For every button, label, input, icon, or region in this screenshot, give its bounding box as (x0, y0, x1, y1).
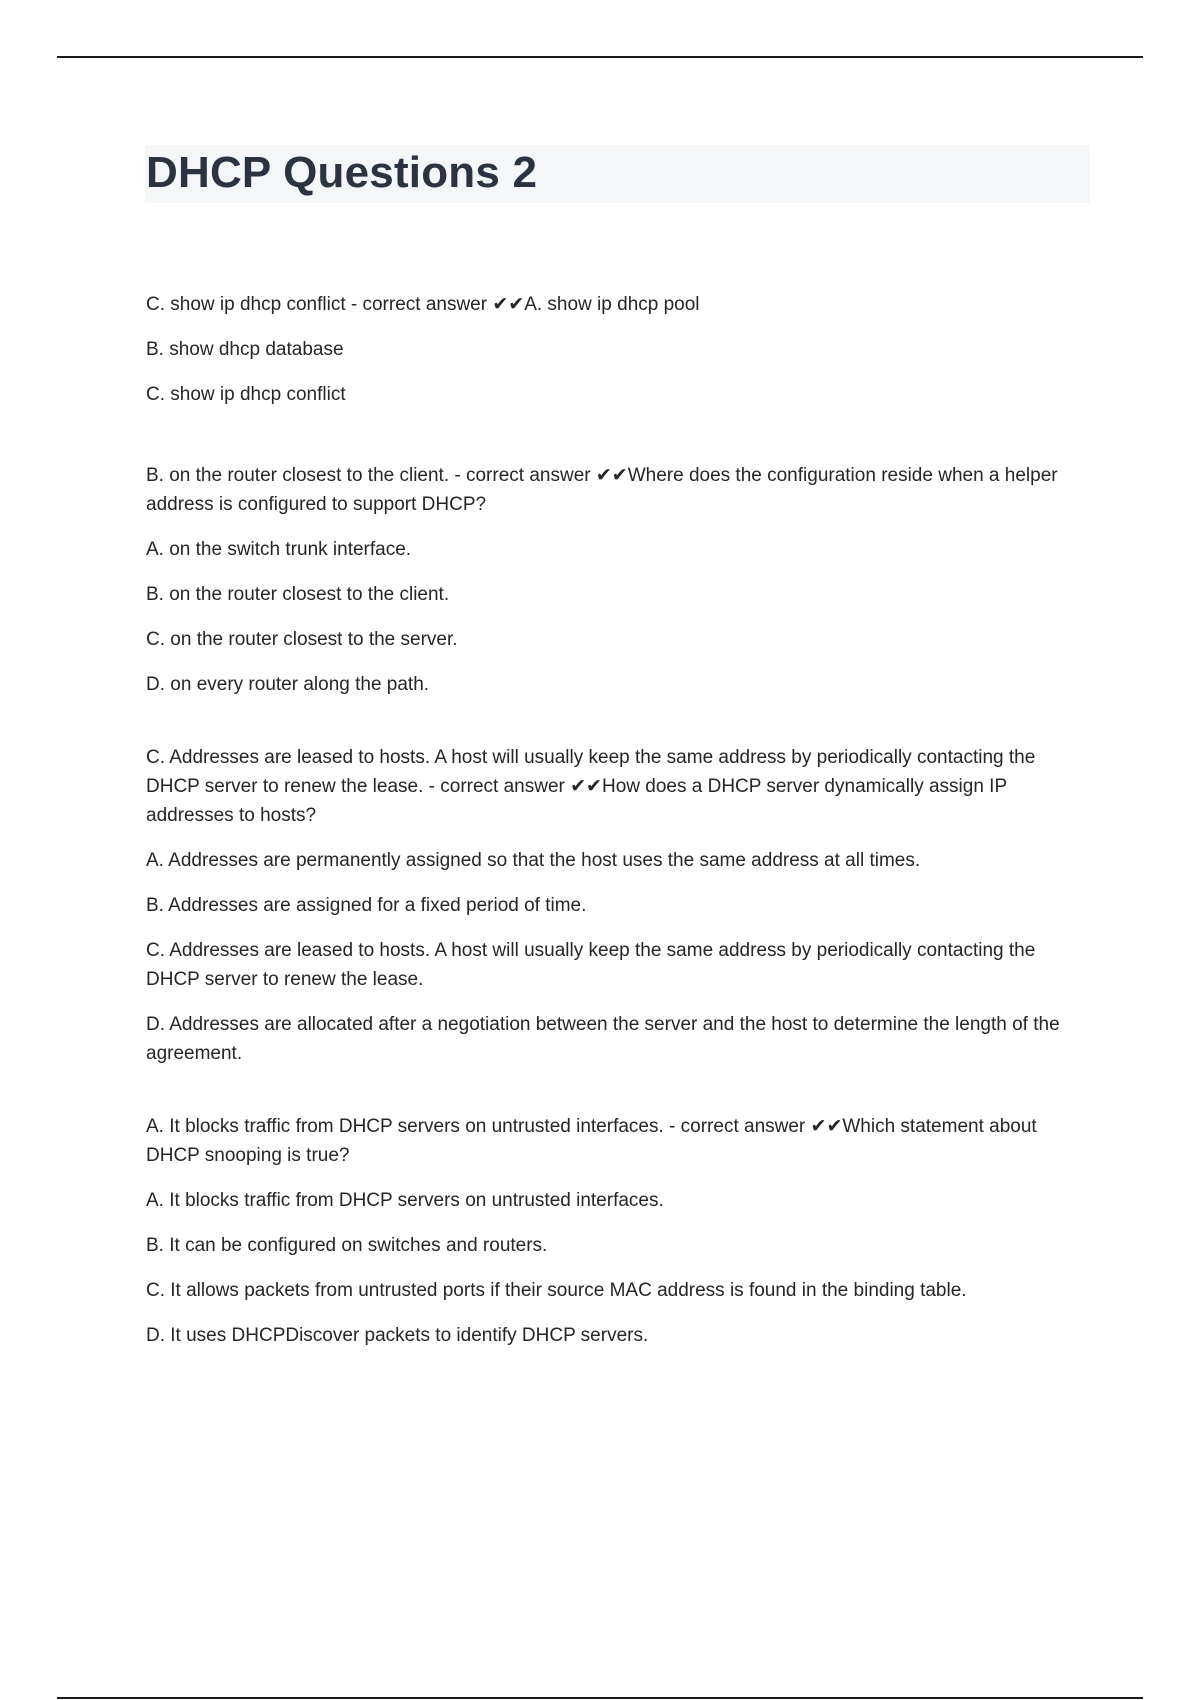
question-block-4 (146, 1112, 1091, 1350)
answer-option: C. show ip dhcp conflict (146, 384, 346, 405)
answer-option: A. It blocks traffic from DHCP servers on untrusted interfaces. (146, 1190, 664, 1211)
question-block-1 (146, 290, 1091, 409)
question-prompt: C. show ip dhcp conflict - correct answer ✔✔A. show ip dhcp pool (146, 294, 700, 315)
answer-option: B. Addresses are assigned for a fixed period of time. (146, 895, 587, 916)
answer-option: C. Addresses are leased to hosts. A host will usually keep the same address by periodically contacting the DHCP server to renew the lease. (146, 940, 1036, 990)
question-prompt: B. on the router closest to the client. - correct answer ✔✔Where does the configuration reside when a helper address is configured to support DHCP? (146, 465, 1058, 515)
question-block-2 (146, 461, 1091, 699)
page-title: DHCP Questions 2 (146, 148, 538, 197)
question-block-3 (146, 743, 1091, 1068)
top-divider (57, 56, 1143, 58)
answer-option: B. It can be configured on switches and routers. (146, 1235, 548, 1256)
answer-option: D. Addresses are allocated after a negotiation between the server and the host to determine the length of the agreement. (146, 1014, 1060, 1064)
answer-option: A. Addresses are permanently assigned so that the host uses the same address at all times. (146, 850, 921, 871)
answer-option: D. It uses DHCPDiscover packets to identify DHCP servers. (146, 1325, 649, 1346)
bottom-divider (57, 1697, 1143, 1699)
question-prompt: A. It blocks traffic from DHCP servers on untrusted interfaces. - correct answer ✔✔Which statement about DHCP snooping is true? (146, 1116, 1037, 1166)
answer-option: C. on the router closest to the server. (146, 629, 458, 650)
answer-option: C. It allows packets from untrusted ports if their source MAC address is found in the binding table. (146, 1280, 967, 1301)
question-list (146, 290, 1091, 1394)
question-prompt: C. Addresses are leased to hosts. A host will usually keep the same address by periodically contacting the DHCP server to renew the lease. - correct answer ✔✔How does a DHCP server dynamically assign IP addresses to hosts? (146, 747, 1036, 826)
answer-option: B. show dhcp database (146, 339, 344, 360)
answer-option: A. on the switch trunk interface. (146, 539, 412, 560)
answer-option: B. on the router closest to the client. (146, 584, 450, 605)
answer-option: D. on every router along the path. (146, 674, 430, 695)
